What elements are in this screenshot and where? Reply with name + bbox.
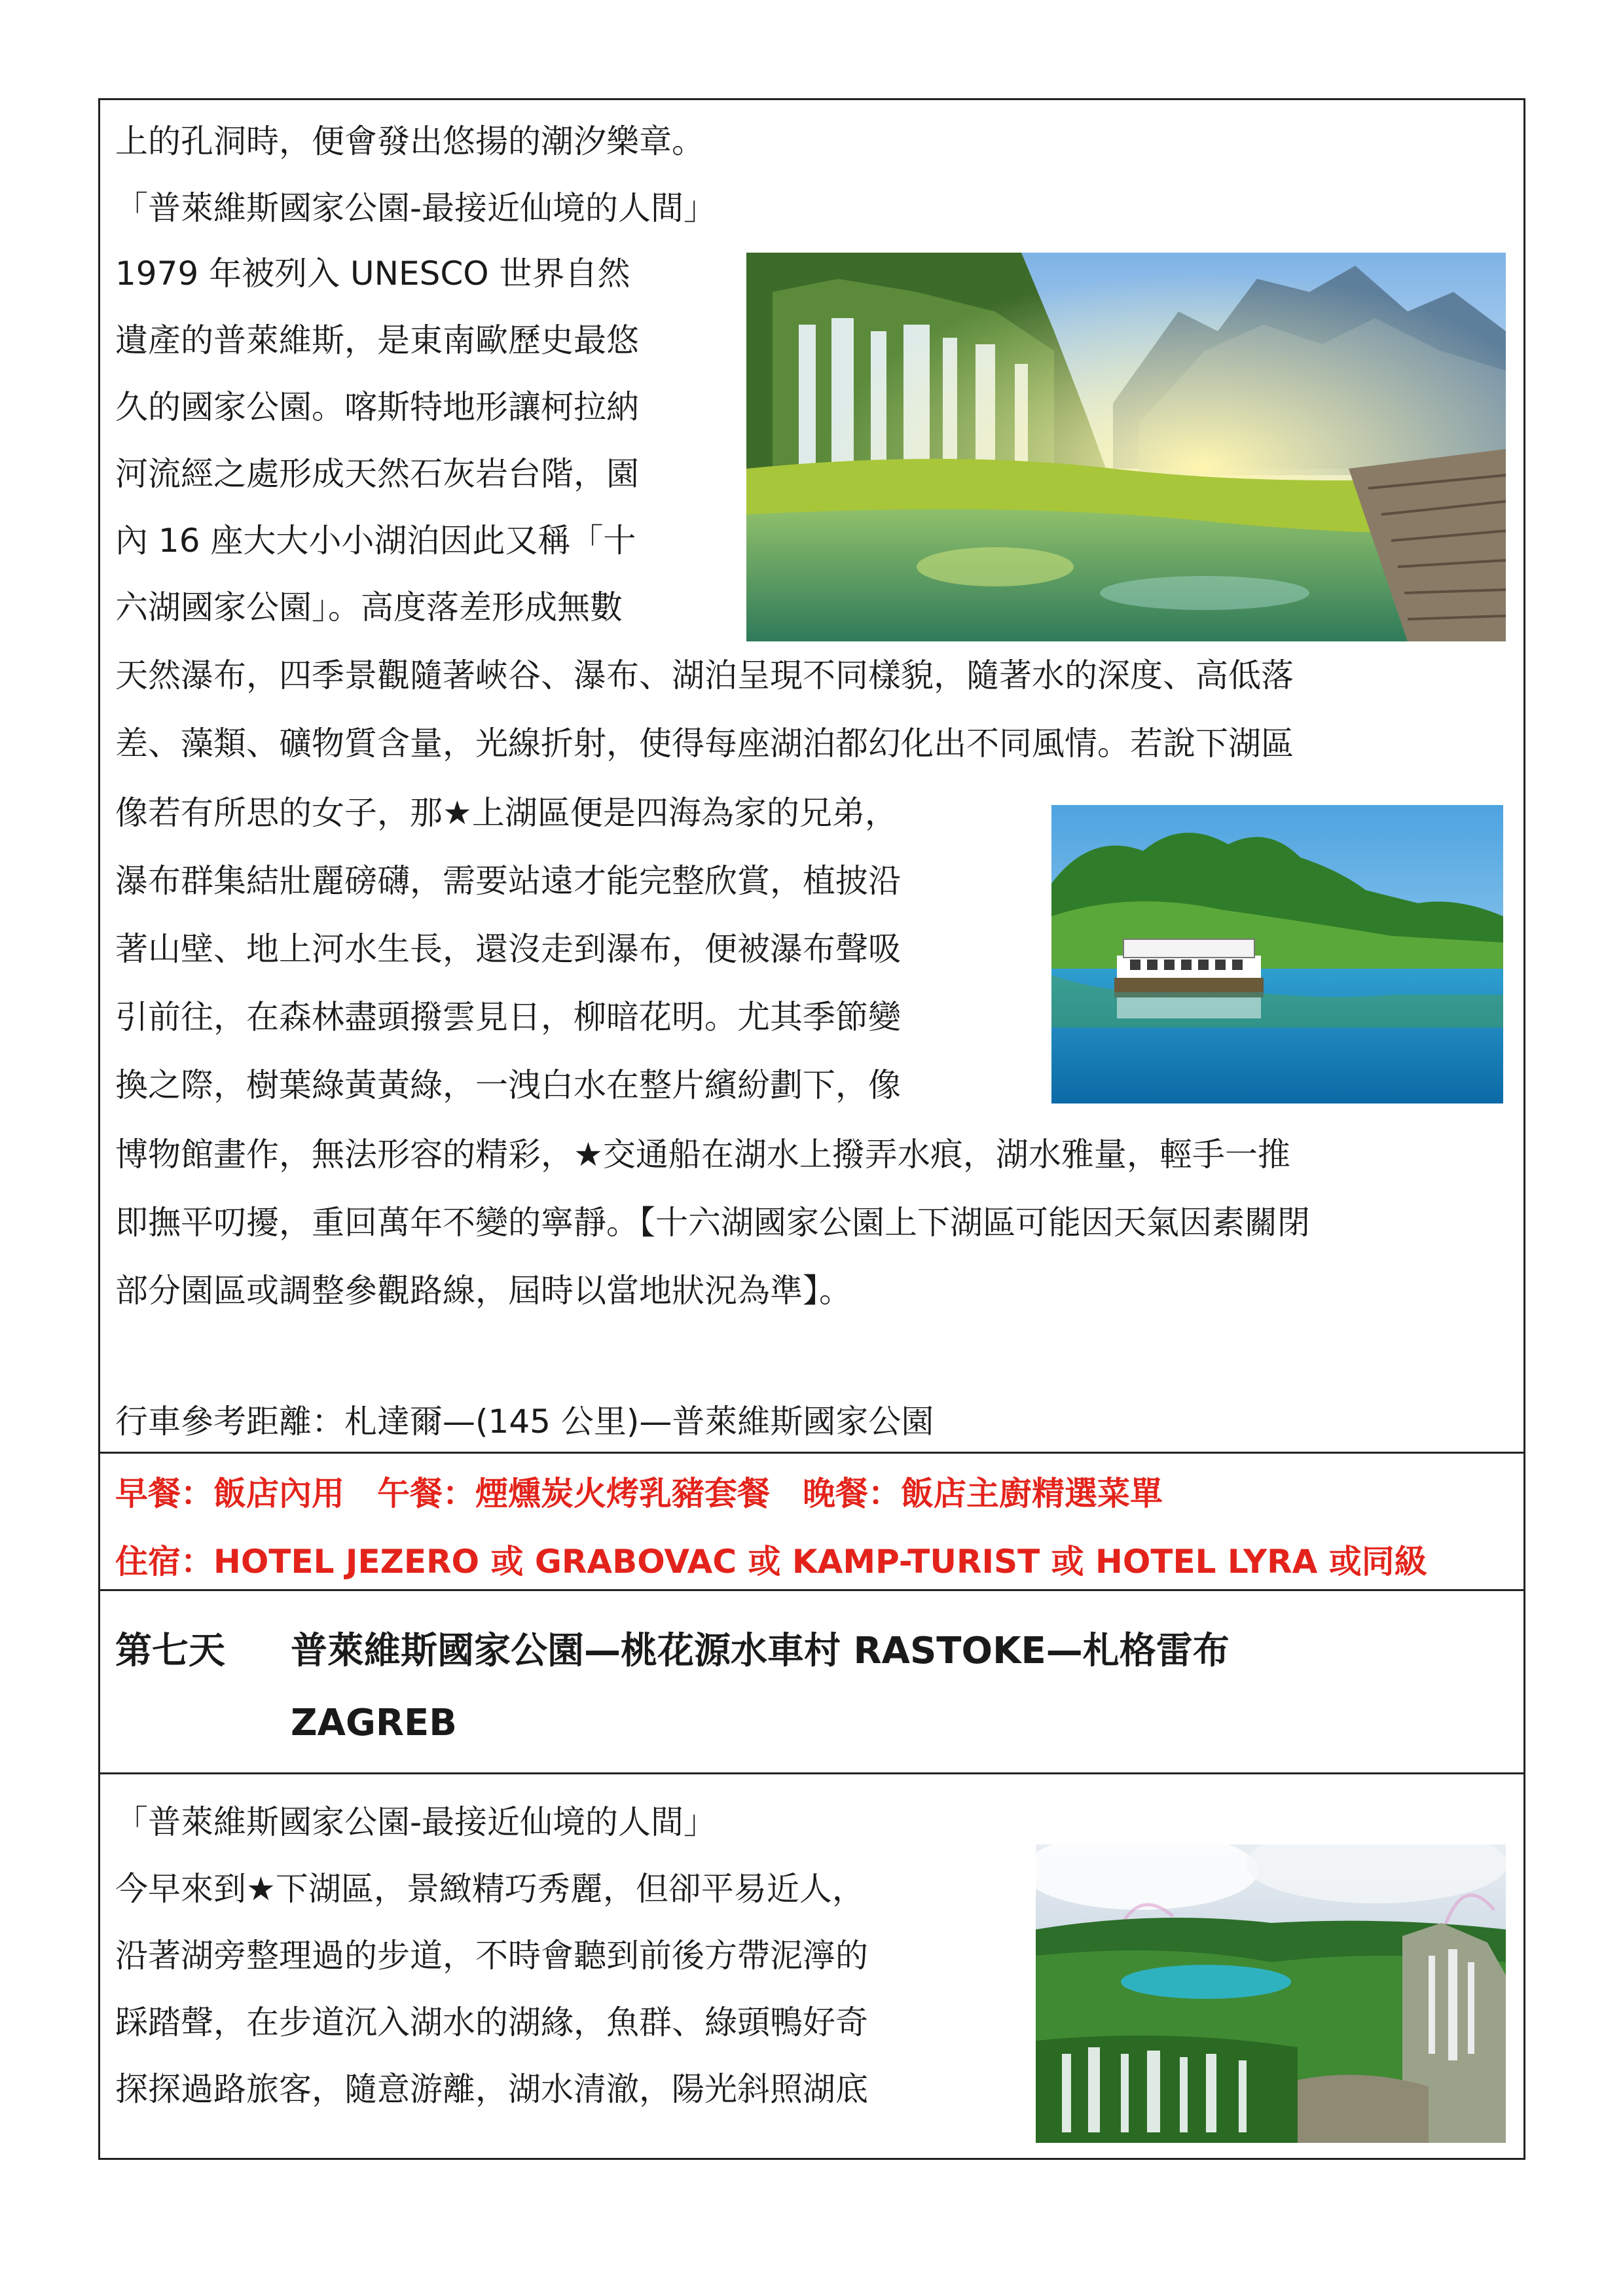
text-line: 河流經之處形成天然石灰岩台階，園	[115, 455, 639, 493]
waterfall-photo	[746, 253, 1506, 641]
text-line: 遺產的普萊維斯，是東南歐歷史最悠	[115, 321, 639, 359]
day-route: 普萊維斯國家公園—桃花源水車村 RASTOKE—札格雷布	[291, 1630, 1230, 1672]
divider	[98, 1772, 1525, 1774]
section-heading: 「普萊維斯國家公園-最接近仙境的人間」	[115, 1803, 717, 1841]
meals-line: 早餐：飯店內用 午餐：煙燻炭火烤乳豬套餐 晚餐：飯店主廚精選菜單	[115, 1475, 1163, 1513]
day-title	[115, 1628, 1230, 1674]
text-line: 1979 年被列入 UNESCO 世界自然	[115, 255, 630, 293]
day-route-continued: ZAGREB	[291, 1702, 457, 1744]
day-number: 第七天	[115, 1630, 225, 1672]
text-line: 引前往，在森林盡頭撥雲見日，柳暗花明。尤其季節變	[115, 998, 901, 1036]
text-line: 踩踏聲，在步道沉入湖水的湖緣，魚群、綠頭鴨好奇	[115, 2003, 868, 2041]
distance-line: 行車參考距離：札達爾—(145 公里)—普萊維斯國家公園	[115, 1403, 934, 1441]
lower-lakes-photo	[1036, 1844, 1506, 2143]
text-line: 換之際，樹葉綠黃黃綠，一洩白水在整片繽紛劃下，像	[115, 1066, 901, 1104]
text-line: 即撫平叨擾，重回萬年不變的寧靜。【十六湖國家公園上下湖區可能因天氣因素關閉	[115, 1204, 1310, 1242]
text-line: 內 16 座大大小小湖泊因此又稱「十	[115, 522, 636, 560]
text-line: 博物館畫作，無法形容的精彩，★交通船在湖水上撥弄水痕，湖水雅量，輕手一推	[115, 1136, 1290, 1174]
divider	[98, 1452, 1525, 1454]
text-line: 探探過路旅客，隨意游離，湖水清澈，陽光斜照湖底	[115, 2070, 868, 2108]
text-line: 瀑布群集結壯麗磅礴，需要站遠才能完整欣賞，植披沿	[115, 862, 901, 900]
text-line: 久的國家公園。喀斯特地形讓柯拉納	[115, 388, 639, 426]
text-line: 天然瀑布，四季景觀隨著峽谷、瀑布、湖泊呈現不同樣貌，隨著水的深度、高低落	[115, 656, 1294, 694]
divider	[98, 1589, 1525, 1591]
hotel-line: 住宿：HOTEL JEZERO 或 GRABOVAC 或 KAMP-TURIST 或 HOTEL LYRA 或同級	[115, 1543, 1427, 1581]
boat-lake-photo	[1051, 805, 1503, 1103]
text-line: 沿著湖旁整理過的步道，不時會聽到前後方帶泥濘的	[115, 1937, 868, 1975]
text-line: 今早來到★下湖區，景緻精巧秀麗，但卻平易近人，	[115, 1870, 865, 1908]
text-line: 六湖國家公園」。高度落差形成無數	[115, 588, 623, 626]
section-heading: 「普萊維斯國家公園-最接近仙境的人間」	[115, 189, 717, 227]
text-line: 著山壁、地上河水生長，還沒走到瀑布，便被瀑布聲吸	[115, 930, 901, 968]
text-line: 部分園區或調整參觀路線，屆時以當地狀況為準】。	[115, 1272, 852, 1310]
text-line: 差、藻類、礦物質含量，光線折射，使得每座湖泊都幻化出不同風情。若說下湖區	[115, 725, 1294, 762]
text-line: 上的孔洞時，便會發出悠揚的潮汐樂章。	[115, 122, 704, 160]
text-line: 像若有所思的女子，那★上湖區便是四海為家的兄弟，	[115, 794, 898, 832]
